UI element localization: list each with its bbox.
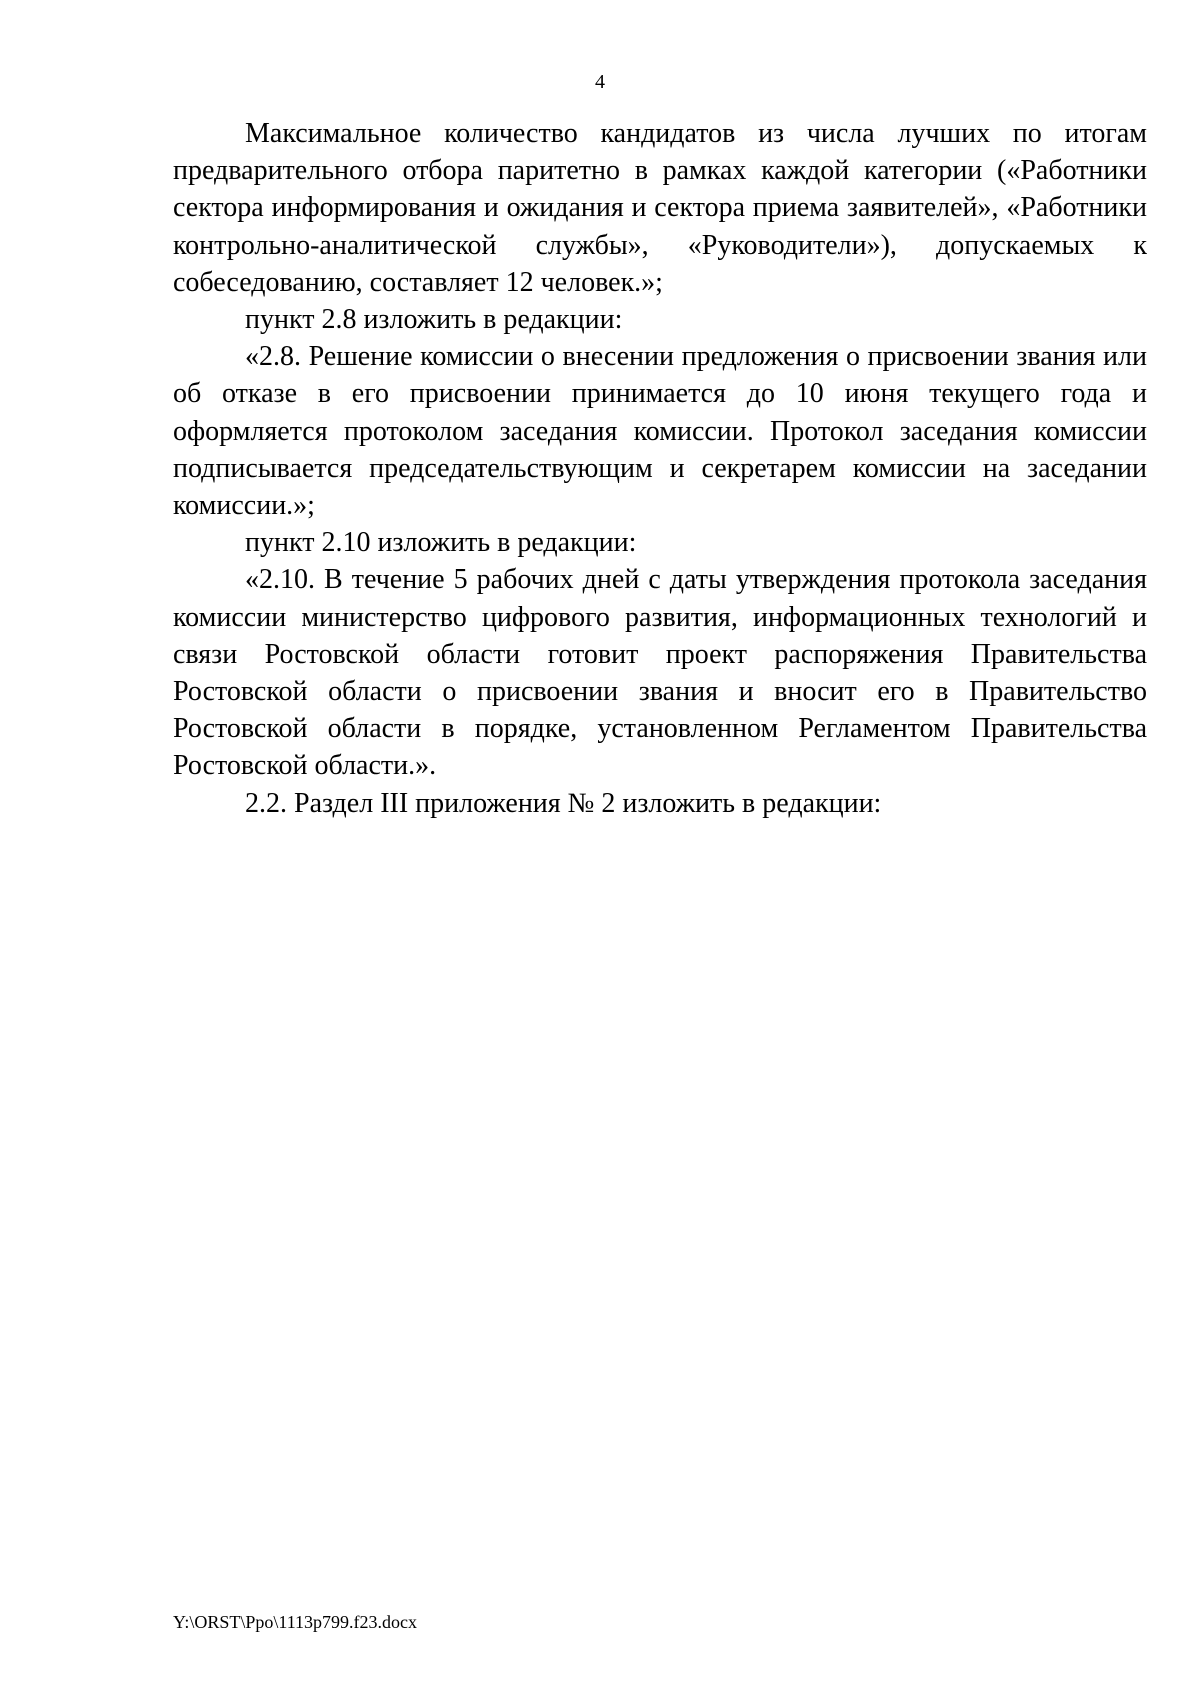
paragraph-point-2-10-text: «2.10. В течение 5 рабочих дней с даты утверждения протокола заседания комиссии министерство цифрового развития, информационных технологий и связи Ростовской области готовит проект распоряжения Правительства Ростовской области о присвоении звания и вносит его в Правительство Ростовской области в порядке, установленном Регламентом Правительства Ростовской области.». [173, 564, 1147, 782]
paragraph-point-2-10-intro: пункт 2.10 изложить в редакции: [245, 527, 637, 559]
paragraph-candidates-limit: Максимальное количество кандидатов из числа лучших по итогам предварительного отбора паритетно в рамках каждой категории («Работники сектора информирования и ожидания и сектора приема заявителей», «Работники контрольно-аналитической службы», «Руководители»), допускаемых к собеседованию, составляет 12 человек.»; [173, 118, 1147, 298]
paragraph-point-2-8-intro: пункт 2.8 изложить в редакции: [245, 304, 623, 336]
page-number: 4 [595, 71, 605, 93]
footer-file-path: Y:\ORST\Ppo\1113p799.f23.docx [173, 1612, 418, 1632]
paragraph-point-2-8-text: «2.8. Решение комиссии о внесении предложения о присвоении звания или об отказе в его присвоении принимается до 10 июня текущего года и оформляется протоколом заседания комиссии. Протокол заседания комиссии подписывается председательствующим и секретарем комиссии на заседании комиссии.»; [173, 341, 1147, 522]
paragraph-section-2-2: 2.2. Раздел III приложения № 2 изложить в редакции: [245, 787, 882, 819]
document-body [173, 115, 1147, 822]
